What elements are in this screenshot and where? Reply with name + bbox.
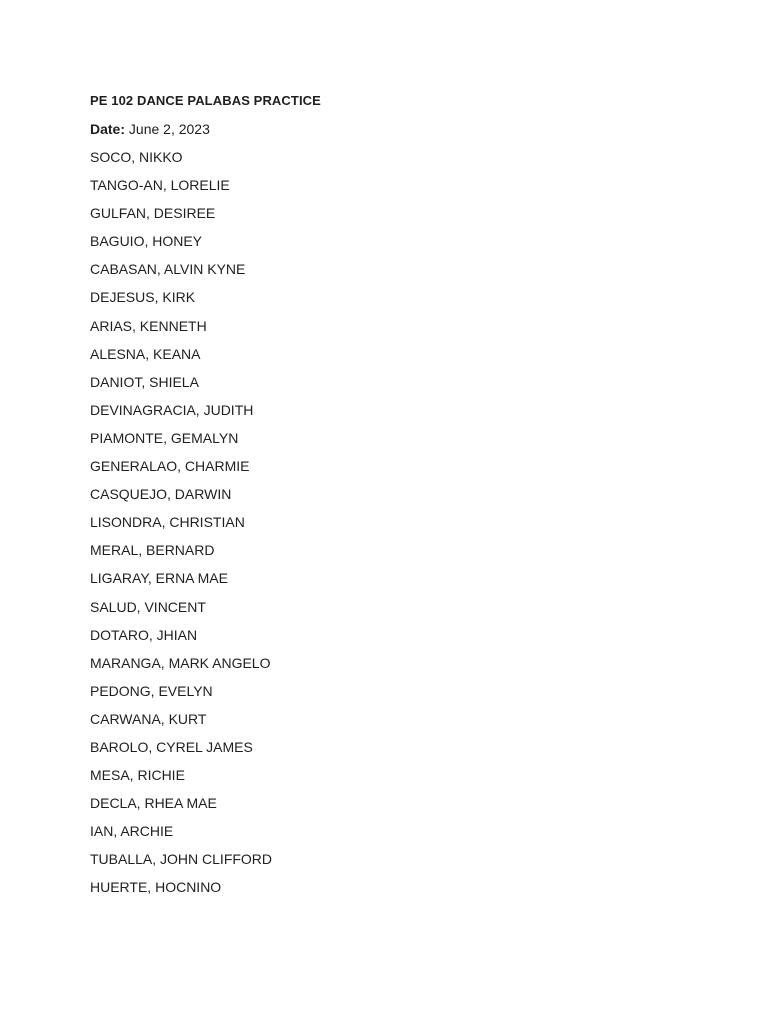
list-item: CASQUEJO, DARWIN (90, 486, 232, 503)
list-item: ALESNA, KEANA (90, 345, 201, 362)
list-item: BAGUIO, HONEY (90, 233, 203, 250)
list-item: ARIAS, KENNETH (90, 317, 207, 334)
document-title: PE 102 DANCE PALABAS PRACTICE (90, 93, 321, 108)
list-item: DOTARO, JHIAN (90, 626, 198, 643)
attendance-list (90, 147, 690, 906)
list-item: LISONDRA, CHRISTIAN (90, 514, 245, 531)
list-item: HUERTE, HOCNINO (90, 879, 222, 896)
date-line (90, 119, 690, 147)
list-item: TANGO-AN, LORELIE (90, 177, 230, 194)
date-label: Date: (90, 121, 126, 137)
list-item: TUBALLA, JOHN CLIFFORD (90, 851, 273, 868)
list-item: DEJESUS, KIRK (90, 289, 196, 306)
list-item: IAN, ARCHIE (90, 823, 174, 840)
date-value: June 2, 2023 (128, 121, 210, 137)
list-item: MARANGA, MARK ANGELO (90, 654, 271, 671)
list-item: MESA, RICHIE (90, 767, 185, 784)
list-item: CABASAN, ALVIN KYNE (90, 261, 246, 278)
list-item: MERAL, BERNARD (90, 542, 215, 559)
document-page (90, 91, 690, 906)
list-item: DECLA, RHEA MAE (90, 795, 217, 812)
list-item: PEDONG, EVELYN (90, 682, 213, 699)
list-item: CARWANA, KURT (90, 710, 207, 727)
list-item: PIAMONTE, GEMALYN (90, 429, 239, 446)
list-item: GULFAN, DESIREE (90, 205, 216, 222)
list-item: GENERALAO, CHARMIE (90, 458, 250, 475)
list-item: DEVINAGRACIA, JUDITH (90, 401, 254, 418)
list-item: SOCO, NIKKO (90, 149, 183, 165)
list-item: BAROLO, CYREL JAMES (90, 738, 253, 755)
list-item: DANIOT, SHIELA (90, 373, 199, 390)
list-item: SALUD, VINCENT (90, 598, 206, 615)
list-item: LIGARAY, ERNA MAE (90, 570, 228, 587)
